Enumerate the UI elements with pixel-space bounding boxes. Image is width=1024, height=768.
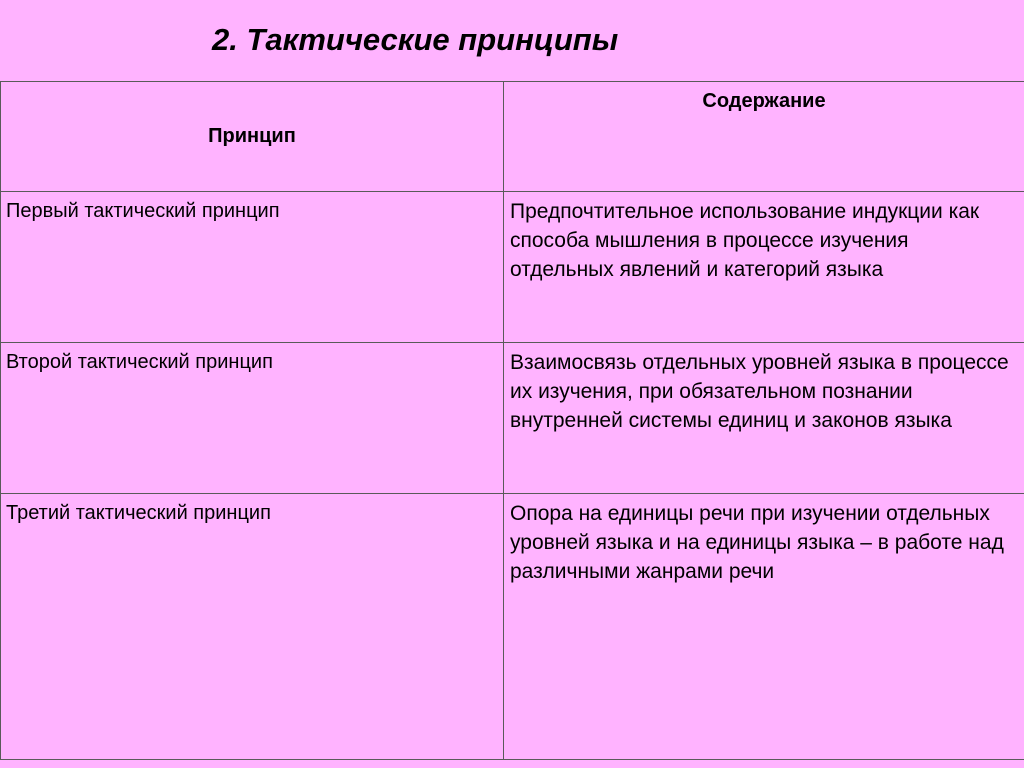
table-header-row [1,82,1024,192]
table-row [1,343,1024,494]
table-row [1,192,1024,343]
page-title: 2. Тактические принципы [212,22,619,57]
principles-table [0,81,1024,760]
content-cell: Предпочтительное использование индукции как способа мышления в процессе изучения отдельных явлений и категорий языка [504,192,1024,343]
content-cell: Взаимосвязь отдельных уровней языка в процессе их изучения, при обязательном познании внутренней системы единиц и законов языка [504,343,1024,494]
content-cell: Опора на единицы речи при изучении отдельных уровней языка и на единицы языка – в работе над различными жанрами речи [504,494,1024,760]
principle-cell: Второй тактический принцип [1,343,504,494]
column-header-principle: Принцип [1,82,504,192]
principle-cell: Первый тактический принцип [1,192,504,343]
table-row [1,494,1024,760]
column-header-content: Содержание [504,82,1024,192]
principle-cell: Третий тактический принцип [1,494,504,760]
